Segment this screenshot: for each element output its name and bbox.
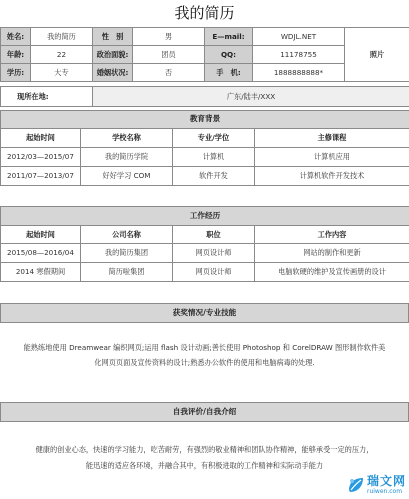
education-header: 起始时间 xyxy=(1,129,81,148)
email-label: E—mail: xyxy=(205,28,253,46)
work-header: 工作内容 xyxy=(255,226,409,244)
education-table xyxy=(0,110,409,186)
skills-line: 能熟练地使用 Dreamwear 编织网页;运用 flash 设计动画;善长使用 Photoshop 和 CorelDRAW 图形制作软件美 xyxy=(23,343,386,352)
self-eval-table xyxy=(0,402,409,422)
phone-value: 1888888888* xyxy=(253,64,345,82)
gender-label: 性 别 xyxy=(93,28,133,46)
logo-leaf-icon xyxy=(347,476,365,494)
politics-value: 团员 xyxy=(133,46,205,64)
logo-text: 瑞文网 xyxy=(366,473,406,488)
work-cell: 网页设计师 xyxy=(173,244,255,263)
education-section-title: 教育背景 xyxy=(1,111,409,129)
work-cell: 2014 寒假期间 xyxy=(1,263,81,282)
education-header: 主修课程 xyxy=(255,129,409,148)
photo-label: 照片 xyxy=(369,49,385,59)
work-cell: 2015/08—2016/04 xyxy=(1,244,81,263)
self-eval-section-title: 自我评价/自我介绍 xyxy=(1,403,409,422)
page-title: 我的简历 xyxy=(174,4,235,22)
self-eval-line: 能迅速的适应各环境，并融合其中，有积极进取的工作精神和实际动手能力 xyxy=(85,461,324,470)
work-cell: 网页设计师 xyxy=(173,263,255,282)
personal-info-table xyxy=(0,27,409,82)
qq-label: QQ: xyxy=(205,46,253,64)
marital-value: 否 xyxy=(133,64,205,82)
qq-value: 11178755 xyxy=(253,46,345,64)
education-cell: 计算机软件开发技术 xyxy=(255,167,409,186)
work-header: 公司名称 xyxy=(81,226,173,244)
email-value: WDJL.NET xyxy=(253,28,345,46)
logo-domain: ruiwen.com xyxy=(366,487,403,495)
name-value: 我的简历 xyxy=(31,28,93,46)
photo-cell xyxy=(345,28,409,82)
work-cell: 电脑软硬的维护及宣传画册的设计 xyxy=(255,263,409,282)
skills-table xyxy=(0,303,409,323)
politics-label: 政治面貌: xyxy=(93,46,133,64)
education-cell: 软件开发 xyxy=(173,167,255,186)
name-label: 姓名: xyxy=(1,28,31,46)
skills-section-title: 获奖情况/专业技能 xyxy=(1,304,409,323)
education-cell: 2012/03—2015/07 xyxy=(1,148,81,167)
age-value: 22 xyxy=(31,46,93,64)
education-level-value: 大专 xyxy=(31,64,93,82)
education-cell: 我的简历学院 xyxy=(81,148,173,167)
site-logo xyxy=(341,470,409,499)
education-cell: 计算机 xyxy=(173,148,255,167)
work-header: 起始时间 xyxy=(1,226,81,244)
work-header: 职位 xyxy=(173,226,255,244)
gender-value: 男 xyxy=(133,28,205,46)
skills-line: 化网页页面及宣传资料的设计;熟悉办公软件的使用和电脑病毒的处理. xyxy=(94,358,315,367)
education-level-label: 学历: xyxy=(1,64,31,82)
age-label: 年龄: xyxy=(1,46,31,64)
work-cell: 简历啦集团 xyxy=(81,263,173,282)
education-header: 专业/学位 xyxy=(173,129,255,148)
address-value: 广东/陆丰/XXX xyxy=(93,87,409,107)
address-table xyxy=(0,86,409,107)
education-cell: 2011/07—2013/07 xyxy=(1,167,81,186)
marital-label: 婚姻状况: xyxy=(93,64,133,82)
phone-label: 手 机: xyxy=(205,64,253,82)
self-eval-line: 健康的创业心态，快速的学习能力，吃苦耐劳，有强烈的敬业精神和团队协作精神，能够承受一定的压力， xyxy=(35,445,374,454)
work-table xyxy=(0,206,409,282)
education-cell: 计算机应用 xyxy=(255,148,409,167)
education-header: 学校名称 xyxy=(81,129,173,148)
work-section-title: 工作经历 xyxy=(1,207,409,226)
address-label: 现所在地: xyxy=(1,87,93,107)
work-cell: 网站的制作和更新 xyxy=(255,244,409,263)
skills-text xyxy=(0,340,409,370)
education-cell: 好好学习 COM xyxy=(81,167,173,186)
work-cell: 我的简历集团 xyxy=(81,244,173,263)
